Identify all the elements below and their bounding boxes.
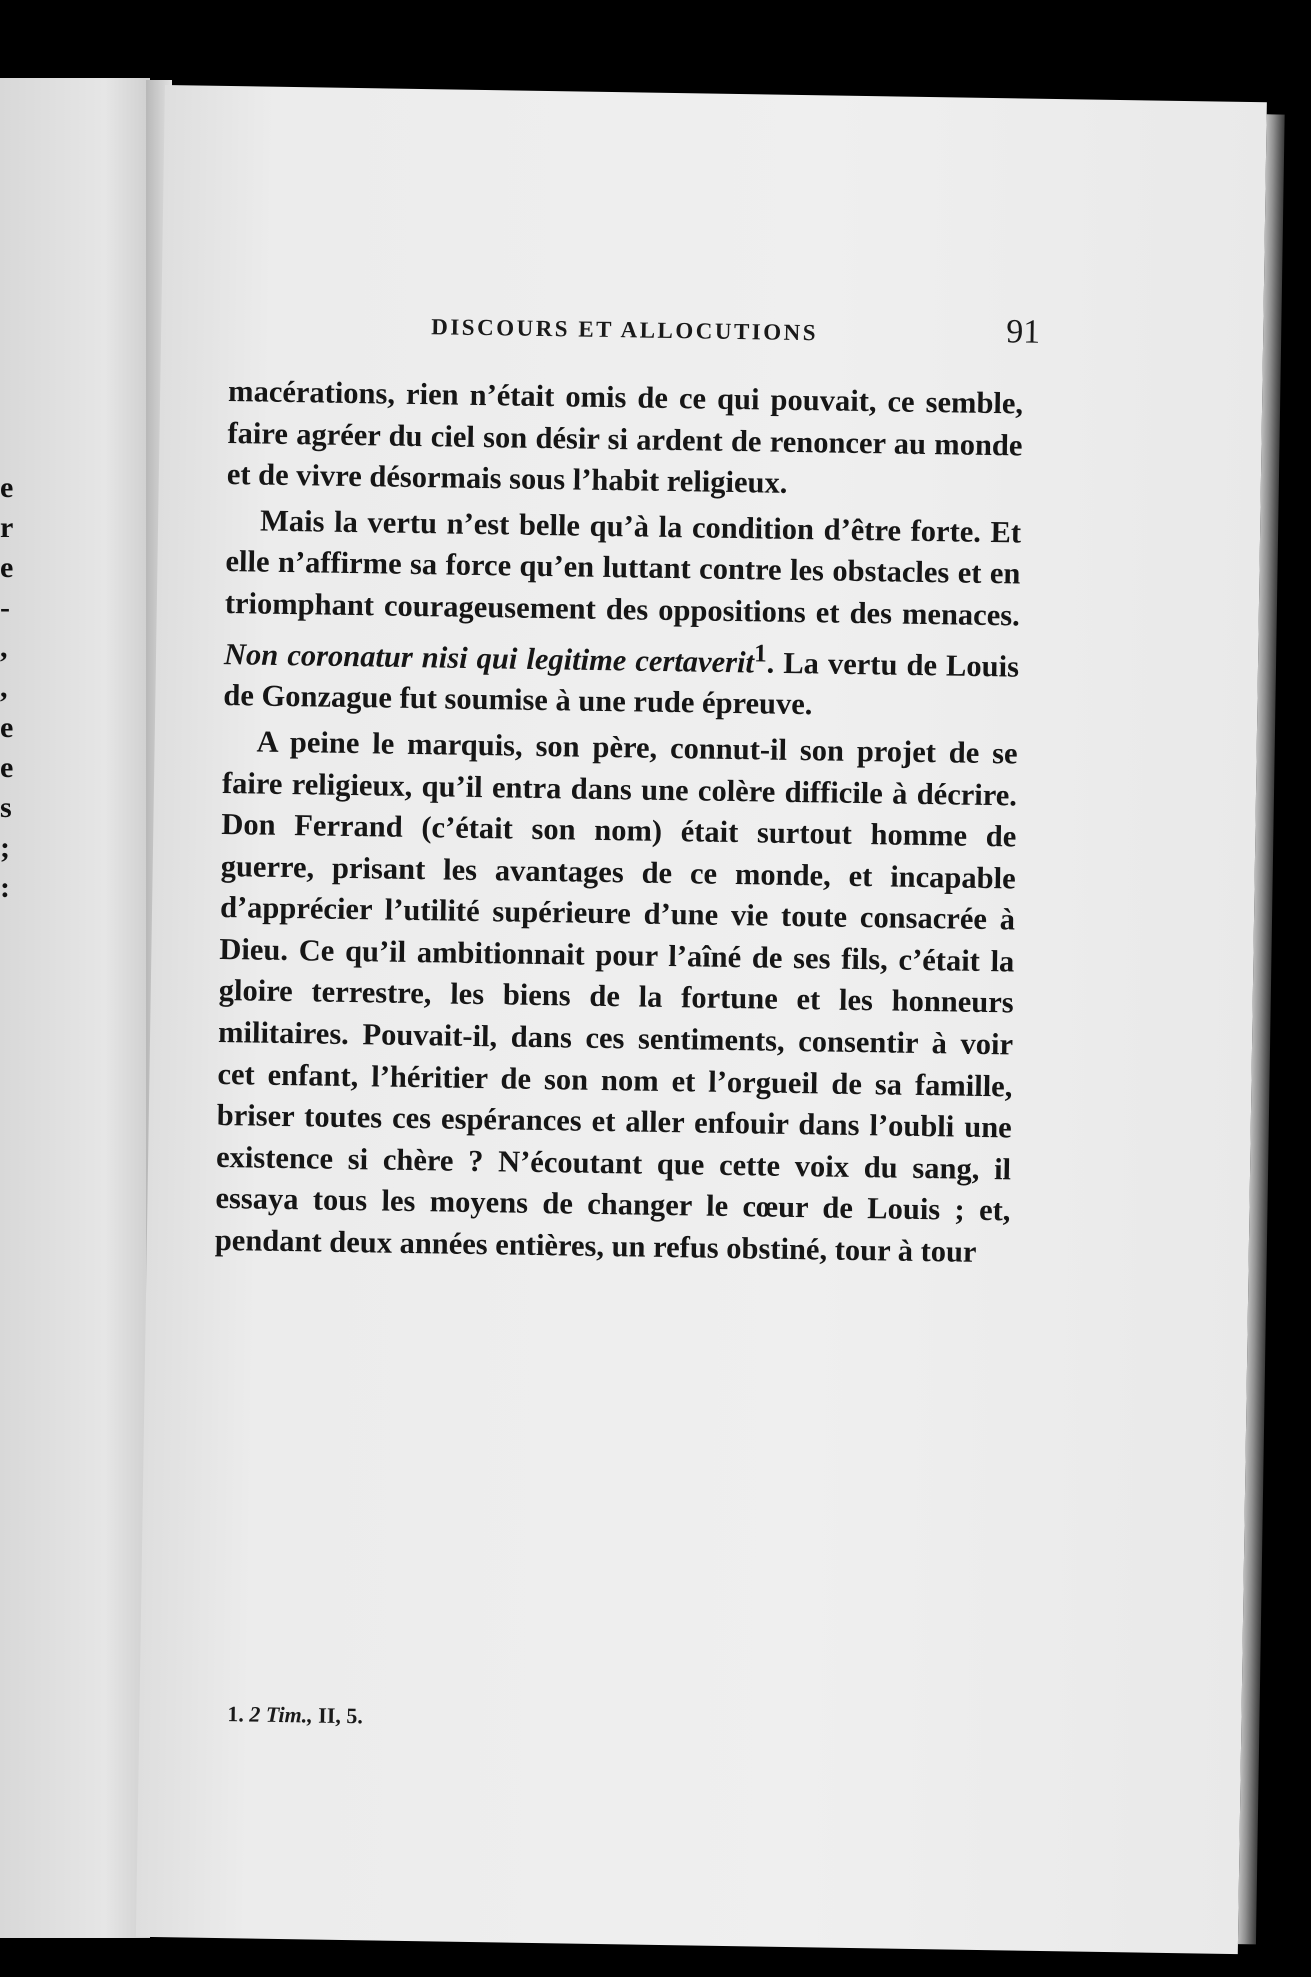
latin-quotation: Non coronatur nisi qui legitime certaverit xyxy=(223,636,755,680)
page-number: 91 xyxy=(1005,313,1041,351)
left-mark: - xyxy=(0,591,10,624)
left-mark: r xyxy=(0,511,14,544)
footnote-reference-rest: II, 5. xyxy=(312,1702,364,1729)
body-text xyxy=(214,371,1023,1278)
left-mark: : xyxy=(0,871,10,904)
left-mark: , xyxy=(0,631,8,664)
book-page xyxy=(136,85,1267,1954)
footnote-number: 1. xyxy=(227,1701,245,1727)
left-page-text-fragments xyxy=(0,468,20,908)
left-page-fragment xyxy=(0,78,150,1938)
left-mark: s xyxy=(0,791,12,824)
left-mark: ; xyxy=(0,831,10,864)
paragraph-2-end: . La vertu de Louis de Gonzague fut soumise à une rude épreuve. xyxy=(223,645,1020,722)
paragraph-2 xyxy=(223,500,1021,730)
footnote xyxy=(227,1701,363,1729)
footnote-reference: 2 Tim., xyxy=(249,1701,313,1728)
paragraph-1: macérations, rien n’était omis de ce qui pouvait, ce semble, faire agréer du ciel son désir si ardent de renoncer au monde et de vivre désormais sous l’habit religieux. xyxy=(226,374,1024,501)
paragraph-2-start: Mais la vertu n’est belle qu’à la condition d’être forte. Et elle n’affirme sa force qu’en luttant contre les obstacles et en triomphant courageusement des oppositions et des menaces. xyxy=(224,503,1022,633)
left-mark: e xyxy=(0,551,14,584)
page-edge-shadow xyxy=(1238,114,1285,1944)
footnote-marker: 1 xyxy=(753,638,768,668)
left-mark: e xyxy=(0,751,14,784)
left-mark: , xyxy=(0,671,8,704)
paragraph-3: A peine le marquis, son père, connut-il son projet de se faire religieux, qu’il entra dans une colère difficile à décrire. Don Ferrand (c’était son nom) était surtout homme de guerre, prisant les avantages de ce monde, et incapable d’apprécier l’utilité supérieure d’une vie toute consacrée à Dieu. Ce qu’il ambitionnait pour l’aîné de ses fils, c’était la gloire terrestre, les biens de la fortune et les honneurs militaires. Pouvait-il, dans ces sentiments, consentir à voir cet enfant, l’héritier de son nom et l’orgueil de sa famille, briser toutes ces espérances et aller enfouir dans l’oubli une existence si chère ? N’écoutant que cette voix du sang, il essaya tous les moyens de changer le cœur de Louis ; et, pendant deux années entières, un refus obstiné, tour à tour xyxy=(214,724,1018,1269)
running-head xyxy=(161,300,1264,367)
left-mark: e xyxy=(0,471,14,504)
left-mark: e xyxy=(0,711,14,744)
running-title: DISCOURS ET ALLOCUTIONS xyxy=(431,314,819,346)
